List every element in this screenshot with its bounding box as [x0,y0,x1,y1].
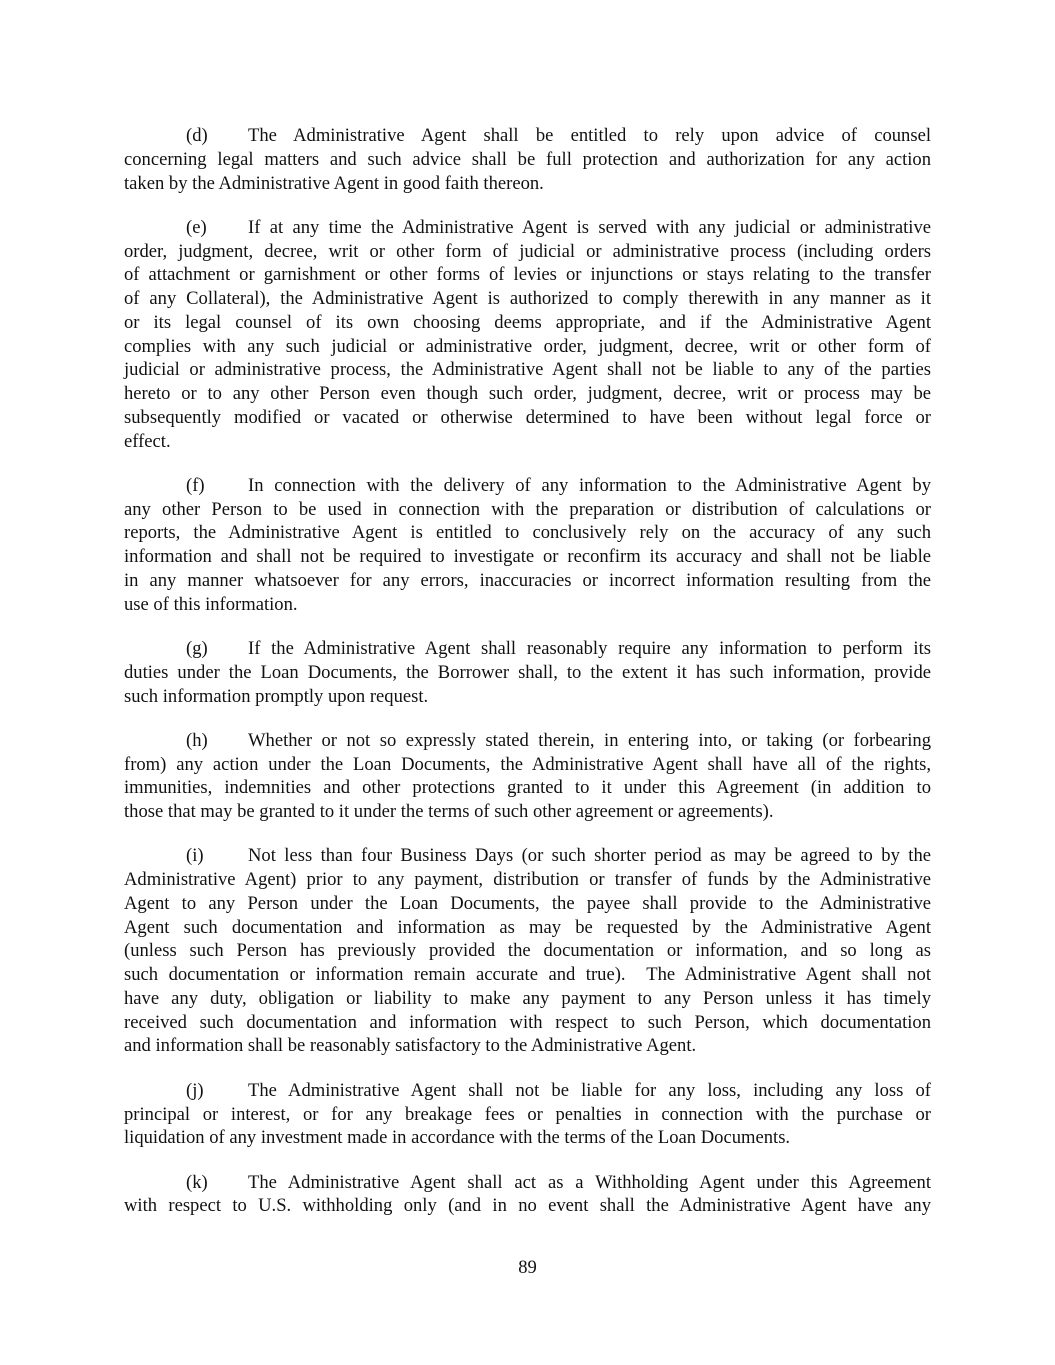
paragraph-k [124,1171,931,1219]
paragraph-line: of any Collateral), the Administrative Agent is authorized to comply therewith in any manner as it [124,288,931,310]
paragraph-line: from) any action under the Loan Documents, the Administrative Agent shall have all of the rights, [124,753,931,775]
paragraph-line: any other Person to be used in connection with the preparation or distribution of calculations or [124,498,931,520]
paragraph-line: with respect to U.S. withholding only (and in no event shall the Administrative Agent have any [124,1195,931,1217]
paragraph-line: concerning legal matters and such advice shall be full protection and authorization for any action [124,148,931,170]
paragraph-line: (d) The Administrative Agent shall be entitled to rely upon advice of counsel [186,125,931,146]
paragraph-line: (e) If at any time the Administrative Agent is served with any judicial or administrative [186,216,931,238]
paragraph-line: (h) Whether or not so expressly stated therein, in entering into, or taking (or forbearing [186,729,931,751]
paragraph-marker: (j) [186,1079,204,1101]
paragraph-line: or its legal counsel of its own choosing deems appropriate, and if the Administrative Agent [124,311,931,333]
paragraph-line: (k) The Administrative Agent shall act as a Withholding Agent under this Agreement [186,1171,931,1193]
paragraph-line: such documentation or information remain accurate and true). The Administrative Agent shall not [124,964,931,986]
paragraph-i [124,844,931,1058]
paragraph-line: Administrative Agent) prior to any payment, distribution or transfer of funds by the Administrative [124,869,931,891]
paragraph-line: use of this information. [124,593,298,615]
paragraph-marker: (f) [186,474,205,496]
paragraph-line: complies with any such judicial or administrative order, judgment, decree, writ or other form of [124,335,931,357]
paragraph-marker: (i) [186,845,204,867]
paragraph-line: (i) Not less than four Business Days (or such shorter period as may be agreed to by the [186,845,931,867]
paragraph-line: principal or interest, or for any breakage fees or penalties in connection with the purchase or [124,1103,931,1125]
paragraph-line: Agent such documentation and information as may be requested by the Administrative Agent [124,916,931,938]
paragraph-marker: (e) [186,216,207,238]
paragraph-line: taken by the Administrative Agent in good faith thereon. [124,172,544,194]
paragraph-line: information and shall not be required to investigate or reconfirm its accuracy and shall not be liable [124,546,931,568]
paragraph-line: liquidation of any investment made in accordance with the terms of the Loan Documents. [124,1127,791,1149]
paragraph-line: (f) In connection with the delivery of any information to the Administrative Agent by [186,474,931,496]
paragraph-j [124,1079,931,1150]
paragraph-g [124,637,931,708]
paragraph-h [124,729,931,824]
paragraph-line: (j) The Administrative Agent shall not be liable for any loss, including any loss of [186,1079,931,1101]
paragraph-line: subsequently modified or vacated or otherwise determined to have been without legal force or [124,406,931,428]
paragraph-e [124,216,931,454]
paragraph-line: effect. [124,430,171,452]
paragraph-line: (g) If the Administrative Agent shall reasonably require any information to perform its [186,638,931,660]
paragraph-line: reports, the Administrative Agent is entitled to conclusively rely on the accuracy of any such [124,522,931,544]
paragraph-f [124,474,931,617]
paragraph-line: such information promptly upon request. [124,685,429,707]
paragraph-line: order, judgment, decree, writ or other form of judicial or administrative process (including orders [124,240,931,262]
paragraph-line: judicial or administrative process, the Administrative Agent shall not be liable to any of the parties [124,359,931,381]
paragraph-line: (unless such Person has previously provided the documentation or information, and so long as [124,940,931,962]
paragraph-d [124,124,931,195]
paragraph-line: received such documentation and information with respect to such Person, which documentation [124,1011,931,1033]
paragraph-line: those that may be granted to it under the terms of such other agreement or agreements). [124,801,774,823]
paragraph-line: Agent to any Person under the Loan Documents, the payee shall provide to the Administrative [124,892,931,914]
paragraph-line: in any manner whatsoever for any errors, inaccuracies or incorrect information resulting from the [124,569,931,591]
paragraph-line: immunities, indemnities and other protections granted to it under this Agreement (in addition to [124,777,931,799]
paragraph-line: and information shall be reasonably satisfactory to the Administrative Agent. [124,1035,697,1057]
paragraph-marker: (k) [186,1171,208,1193]
paragraph-marker: (g) [186,638,208,660]
paragraph-marker: (d) [186,125,208,146]
page-number: 89 [518,1257,537,1278]
paragraph-line: hereto or to any other Person even though such order, judgment, decree, writ or process may be [124,383,931,405]
paragraph-line: duties under the Loan Documents, the Borrower shall, to the extent it has such information, provide [124,661,931,683]
body-text [124,124,931,1239]
paragraph-line: of attachment or garnishment or other forms of levies or injunctions or stays relating to the transfer [124,264,931,286]
paragraph-marker: (h) [186,729,208,751]
paragraph-line: have any duty, obligation or liability to make any payment to any Person unless it has timely [124,987,931,1009]
